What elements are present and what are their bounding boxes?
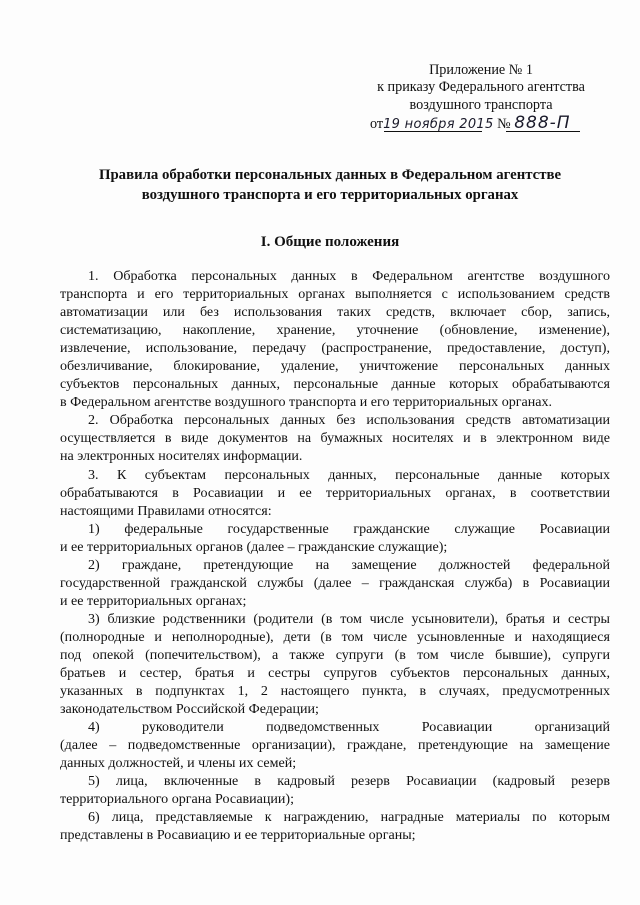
document-title: [60, 166, 600, 205]
order-date-prefix: от: [370, 116, 384, 132]
paragraph-line: на электронных носителях информации.: [60, 448, 303, 465]
paragraph-line: систематизацию, накопление, хранение, уточнение (обновление, изменение),: [60, 322, 610, 339]
paragraph-line: 1. Обработка персональных данных в Федеральном агентстве воздушного: [88, 268, 610, 284]
paragraph-line: (далее – подведомственные организации), граждане, претендующие на замещение: [60, 737, 610, 754]
document-title-line-2: воздушного транспорта и его территориальных органах: [141, 186, 519, 203]
paragraph-line: (полнородные и неполнородные), дети (в том числе усыновленные и находящиеся: [60, 628, 610, 645]
section-heading: I. Общие положения: [260, 234, 400, 250]
paragraph-line: 2) граждане, претендующие на замещение должностей федеральной: [88, 556, 610, 573]
paragraph-line: и ее территориальных органов (далее – гражданские служащие);: [60, 538, 448, 555]
paragraph-line: государственной гражданской службы (далее – гражданская служба) в Росавиации: [60, 574, 610, 591]
paragraph: [60, 610, 610, 718]
paragraph-line: представлены в Росавиацию и ее территориальные органы;: [60, 827, 416, 844]
paragraph: [60, 411, 610, 465]
paragraph-line: и ее территориальных органах;: [60, 592, 247, 609]
paragraph-line: 6) лица, представляемые к награждению, наградные материалы по которым: [88, 809, 610, 826]
paragraph: [60, 556, 610, 610]
paragraph-line: транспорта и его территориальных органах выполняется с использованием средств: [60, 286, 610, 303]
appendix-title: Приложение № 1: [429, 62, 533, 78]
paragraph-line: 4) руководители подведомственных Росавиации организаций: [88, 719, 610, 736]
paragraph-line: 1) федеральные государственные гражданские служащие Росавиации: [88, 520, 610, 537]
paragraph-line: территориального органа Росавиации);: [60, 791, 295, 808]
paragraph-line: под опекой (попечительством), а также супруги (в том числе бывшие), супруги: [60, 646, 610, 663]
order-date-number-line: [370, 113, 610, 135]
handwritten-order-date: 19 ноября 2015: [383, 117, 494, 132]
paragraph-line: субъектов персональных данных, персональные данные которых обрабатываются: [60, 376, 610, 393]
paragraph-line: автоматизации или без использования таких средств, включает сбор, запись,: [60, 304, 610, 321]
paragraph: [60, 772, 610, 808]
handwritten-order-number: 888-П: [514, 113, 571, 133]
paragraph: [60, 808, 610, 844]
paragraph-line: 3. К субъектам персональных данных, персональные данные которых: [88, 466, 610, 483]
document-body: [60, 267, 610, 845]
paragraph-line: 5) лица, включенные в кадровый резерв Росавиации (кадровый резерв: [88, 773, 610, 790]
paragraph-line: братьев и сестер, братья и сестры супругов субъектов персональных данных,: [60, 665, 610, 682]
paragraph-line: обезличивание, блокирование, удаление, уничтожение персональных данных: [60, 358, 610, 375]
paragraph-line: законодательством Российской Федерации;: [60, 701, 319, 718]
paragraph-line: обрабатываются в Росавиации и ее территориальных органах, в соответствии: [60, 484, 610, 501]
paragraph: [60, 267, 610, 411]
paragraph-line: 2. Обработка персональных данных без использования средств автоматизации: [88, 412, 610, 429]
paragraph-line: указанных в подпунктах 1, 2 настоящего пункта, в случаях, предусмотренных: [60, 683, 610, 700]
paragraph-line: данных должностей, и члены их семей;: [60, 755, 297, 772]
paragraph: [60, 520, 610, 556]
paragraph-line: извлечение, использование, передачу (распространение, предоставление, доступ),: [60, 340, 610, 357]
paragraph-line: настоящими Правилами относятся:: [60, 502, 272, 519]
paragraph-line: 3) близкие родственники (родители (в том числе усыновители), братья и сестры: [88, 610, 610, 627]
document-title-line-1: Правила обработки персональных данных в Федеральном агентстве: [98, 167, 562, 183]
appendix-agency-name: воздушного транспорта: [409, 96, 553, 113]
paragraph: [60, 466, 610, 520]
order-number-label: №: [497, 116, 511, 132]
date-underline: [384, 131, 482, 132]
appendix-order-reference: к приказу Федерального агентства: [377, 79, 585, 96]
appendix-header: [366, 62, 596, 114]
number-underline: [506, 131, 580, 132]
paragraph-line: осуществляется в виде документов на бумажных носителях и в электронном виде: [60, 430, 610, 447]
paragraph: [60, 718, 610, 772]
paragraph-line: в Федеральном агентстве воздушного транспорта и его территориальных органах.: [60, 394, 553, 411]
